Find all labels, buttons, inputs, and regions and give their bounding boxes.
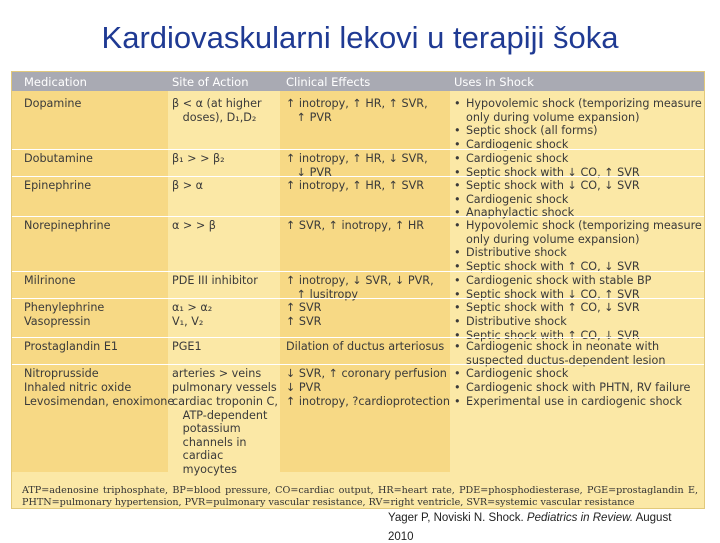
clinical-effects: ↓ PVR <box>286 381 322 394</box>
bullet-icon: • <box>454 246 461 259</box>
site-of-action: β < α (at higher doses), D₁,D₂ <box>172 97 262 124</box>
row-divider <box>12 216 704 217</box>
clinical-effects: ↑ inotropy, ↑ HR, ↓ SVR, ↓ PVR <box>286 152 428 179</box>
use-item: Cardiogenic shock <box>466 137 569 151</box>
site-of-action: β > α <box>172 179 204 192</box>
use-item: Hypovolemic shock (temporizing measure only during volume expansion) <box>466 97 702 124</box>
medication-name: Dobutamine <box>24 152 93 165</box>
bullet-icon: • <box>454 274 461 287</box>
bullet-icon: • <box>454 259 461 273</box>
bullet-icon: • <box>454 165 461 179</box>
bullet-icon: • <box>454 287 461 301</box>
row-divider <box>12 149 704 150</box>
site-of-action: pulmonary vessels <box>172 381 277 394</box>
medication-name: Epinephrine <box>24 179 92 192</box>
bullet-icon: • <box>454 97 461 110</box>
clinical-effects: ↑ SVR <box>286 301 322 314</box>
row-divider <box>12 298 704 299</box>
clinical-effects: ↑ SVR <box>286 315 322 328</box>
header-site: Site of Action <box>172 75 249 89</box>
medication-name: Vasopressin <box>24 315 91 328</box>
use-item: Anaphylactic shock <box>466 206 575 219</box>
medication-name: Levosimendan, enoximone <box>24 395 175 408</box>
medication-name: Milrinone <box>24 274 76 287</box>
use-item: Septic shock with ↓ CO, ↓ SVR <box>466 179 640 192</box>
site-of-action: cardiac troponin C, ATP-dependent potassium channels in cardiac myocytes <box>172 395 278 476</box>
site-of-action: PDE III inhibitor <box>172 274 258 287</box>
site-of-action: α > > β <box>172 219 216 232</box>
site-of-action: PGE1 <box>172 340 202 353</box>
site-of-action: α₁ > α₂ <box>172 301 213 314</box>
clinical-effects: ↓ SVR, ↑ coronary perfusion <box>286 367 447 380</box>
bullet-icon: • <box>454 219 461 232</box>
table-header <box>12 72 704 91</box>
drug-table-figure <box>11 71 705 509</box>
use-item: Cardiogenic shock with PHTN, RV failure <box>466 381 691 394</box>
medication-name: Inhaled nitric oxide <box>24 381 132 394</box>
medication-name: Phenylephrine <box>24 301 105 314</box>
clinical-effects: Dilation of ductus arteriosus <box>286 340 445 353</box>
medication-name: Dopamine <box>24 97 82 110</box>
use-item: Septic shock with ↑ CO, ↓ SVR <box>466 301 640 314</box>
bullet-icon: • <box>454 315 461 328</box>
citation-journal: Pediatrics in Review. <box>526 512 634 524</box>
bullet-icon: • <box>454 328 461 342</box>
table-footnote: ATP=adenosine triphosphate, BP=blood pressure, CO=cardiac output, HR=heart rate, PDE=phosphodiesterase, PGE=prostaglandin E, PHTN=pulmonary hypertension, PVR=pulmonary vascular resistance, RV=right ventricle, SVR=systemic vascular resistance <box>22 485 698 508</box>
use-item: Septic shock with ↓ CO, ↑ SVR <box>466 287 640 301</box>
clinical-effects: ↑ inotropy, ↑ HR, ↑ SVR, ↑ PVR <box>286 97 428 124</box>
citation-date: August <box>633 512 672 524</box>
use-item: Septic shock with ↓ CO, ↑ SVR <box>466 165 640 179</box>
bullet-icon: • <box>454 206 461 219</box>
use-item: Septic shock (all forms) <box>466 124 598 137</box>
use-item: Cardiogenic shock in neonate with suspected ductus-dependent lesion <box>466 340 666 367</box>
clinical-effects: ↑ SVR, ↑ inotropy, ↑ HR <box>286 219 425 232</box>
row-divider <box>12 176 704 177</box>
use-item: Cardiogenic shock <box>466 367 569 380</box>
bullet-icon: • <box>454 137 461 151</box>
bullet-icon: • <box>454 395 461 408</box>
use-item: Septic shock with ↑ CO, ↓ SVR <box>466 259 640 273</box>
bullet-icon: • <box>454 340 461 353</box>
bullet-icon: • <box>454 381 461 394</box>
row-divider <box>12 337 704 338</box>
clinical-effects: ↑ inotropy, ↓ SVR, ↓ PVR, ↑ lusitropy <box>286 274 434 301</box>
clinical-effects: ↑ inotropy, ↑ HR, ↑ SVR <box>286 179 425 192</box>
site-of-action: β₁ > > β₂ <box>172 152 225 165</box>
medication-name: Norepinephrine <box>24 219 111 232</box>
use-item: Cardiogenic shock <box>466 192 569 206</box>
use-item: Experimental use in cardiogenic shock <box>466 395 683 408</box>
use-item: Cardiogenic shock with stable BP <box>466 274 652 287</box>
header-effects: Clinical Effects <box>286 75 371 89</box>
citation-year: 2010 <box>388 531 414 543</box>
bullet-icon: • <box>454 124 461 137</box>
row-divider <box>12 364 704 365</box>
use-item: Cardiogenic shock <box>466 152 569 165</box>
use-item: Septic shock with ↑ CO, ↓ SVR <box>466 328 640 342</box>
row-divider <box>12 271 704 272</box>
citation-authors: Yager P, Noviski N. Shock. <box>388 512 527 524</box>
slide-title: Kardiovaskularni lekovi u terapiji šoka <box>101 20 619 55</box>
bullet-icon: • <box>454 367 461 380</box>
bullet-icon: • <box>454 192 461 206</box>
use-item: Distributive shock <box>466 315 567 328</box>
use-item: Hypovolemic shock (temporizing measure only during volume expansion) <box>466 219 702 246</box>
use-item: Distributive shock <box>466 246 567 259</box>
medication-name: Nitroprusside <box>24 367 99 380</box>
header-uses: Uses in Shock <box>454 75 534 89</box>
header-medication: Medication <box>24 75 87 89</box>
bullet-icon: • <box>454 301 461 314</box>
medication-name: Prostaglandin E1 <box>24 340 119 353</box>
bullet-icon: • <box>454 152 461 165</box>
site-of-action: arteries > veins <box>172 367 262 380</box>
clinical-effects: ↑ inotropy, ?cardioprotection <box>286 395 450 408</box>
citation <box>388 512 671 524</box>
bullet-icon: • <box>454 179 461 192</box>
site-of-action: V₁, V₂ <box>172 315 204 328</box>
